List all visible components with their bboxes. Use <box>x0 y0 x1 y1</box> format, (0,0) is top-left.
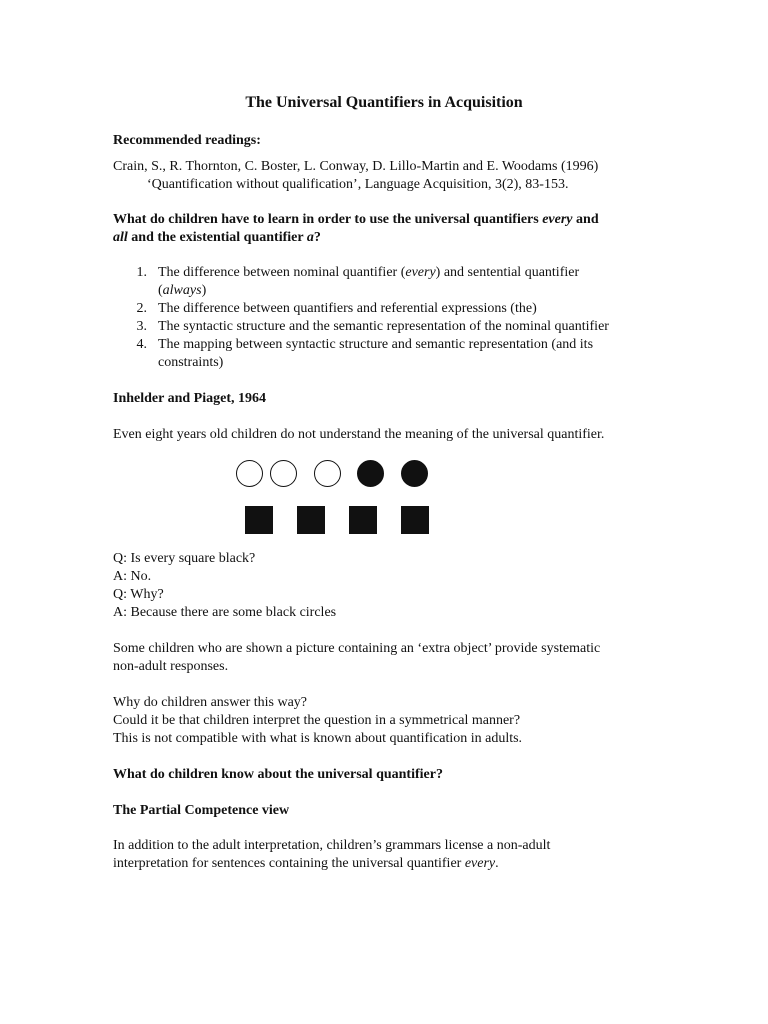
dialogue-a2: A: Because there are some black circles <box>113 605 337 620</box>
list-item-1-cont <box>158 282 206 300</box>
dialogue-q2: Q: Why? <box>113 587 164 602</box>
question-text: and <box>572 212 599 227</box>
question-emphasis: all <box>113 230 128 245</box>
para3-text: interpretation for sentences containing the universal quantifier <box>113 856 465 871</box>
para2-line-2: Could it be that children interpret the question in a symmetrical manner? <box>113 713 521 728</box>
section-heading-partial: The Partial Competence view <box>113 803 290 818</box>
para2-line-1: Why do children answer this way? <box>113 695 307 710</box>
dialogue-q1: Q: Is every square black? <box>113 551 256 566</box>
para3-line-1: In addition to the adult interpretation, children’s grammars license a non-adult <box>113 838 551 853</box>
list-item-2: The difference between quantifiers and referential expressions (the) <box>158 301 537 316</box>
citation-line-2: ‘Quantification without qualification’, Language Acquisition, 3(2), 83-153. <box>147 177 569 192</box>
para1-line-1: Some children who are shown a picture containing an ‘extra object’ provide systematic <box>113 641 601 656</box>
list-number: 2. <box>136 301 147 316</box>
list-emphasis: always <box>162 283 202 298</box>
list-number: 4. <box>136 337 147 352</box>
page-title: The Universal Quantifiers in Acquisition <box>245 94 523 111</box>
square-shape <box>245 506 273 534</box>
para2-line-3: This is not compatible with what is known about quantification in adults. <box>113 731 523 746</box>
question-emphasis: a <box>306 230 314 245</box>
list-number: 1. <box>136 265 147 280</box>
circle-shape <box>270 460 297 487</box>
circle-shape <box>357 460 384 487</box>
dialogue-a1: A: No. <box>113 569 152 584</box>
question-text: What do children have to learn in order to use the universal quantifiers <box>113 212 543 227</box>
list-text: ) and sentential quantifier <box>435 265 580 280</box>
inhelder-text: Even eight years old children do not understand the meaning of the universal quantifier. <box>113 427 605 442</box>
list-emphasis: every <box>405 265 436 280</box>
question-emphasis: every <box>542 212 573 227</box>
list-item-3: The syntactic structure and the semantic representation of the nominal quantifier <box>158 319 609 334</box>
circle-shape <box>236 460 263 487</box>
list-number: 3. <box>136 319 147 334</box>
section-heading-know: What do children know about the universal quantifier? <box>113 767 443 782</box>
list-text: ) <box>201 283 207 298</box>
list-item-4: The mapping between syntactic structure and semantic representation (and its <box>158 337 594 352</box>
list-item-4-cont: constraints) <box>158 355 224 370</box>
citation-line-1: Crain, S., R. Thornton, C. Boster, L. Conway, D. Lillo-Martin and E. Woodams (1996) <box>113 159 599 174</box>
question-line-1 <box>113 211 599 229</box>
readings-heading: Recommended readings: <box>113 133 261 148</box>
para3-emphasis: every <box>464 856 496 871</box>
square-shape <box>349 506 377 534</box>
list-item-1 <box>158 264 579 282</box>
question-line-2 <box>113 229 321 247</box>
square-shape <box>401 506 429 534</box>
question-text: ? <box>313 230 321 245</box>
para3-line-2 <box>113 855 499 873</box>
para1-line-2: non-adult responses. <box>113 659 229 674</box>
para3-text: . <box>495 856 499 871</box>
circle-shape <box>401 460 428 487</box>
question-text: and the existential quantifier <box>127 230 307 245</box>
square-shape <box>297 506 325 534</box>
circle-shape <box>314 460 341 487</box>
list-text: The difference between nominal quantifier ( <box>158 265 406 280</box>
inhelder-heading: Inhelder and Piaget, 1964 <box>113 391 266 406</box>
list-text: ( <box>158 283 163 298</box>
